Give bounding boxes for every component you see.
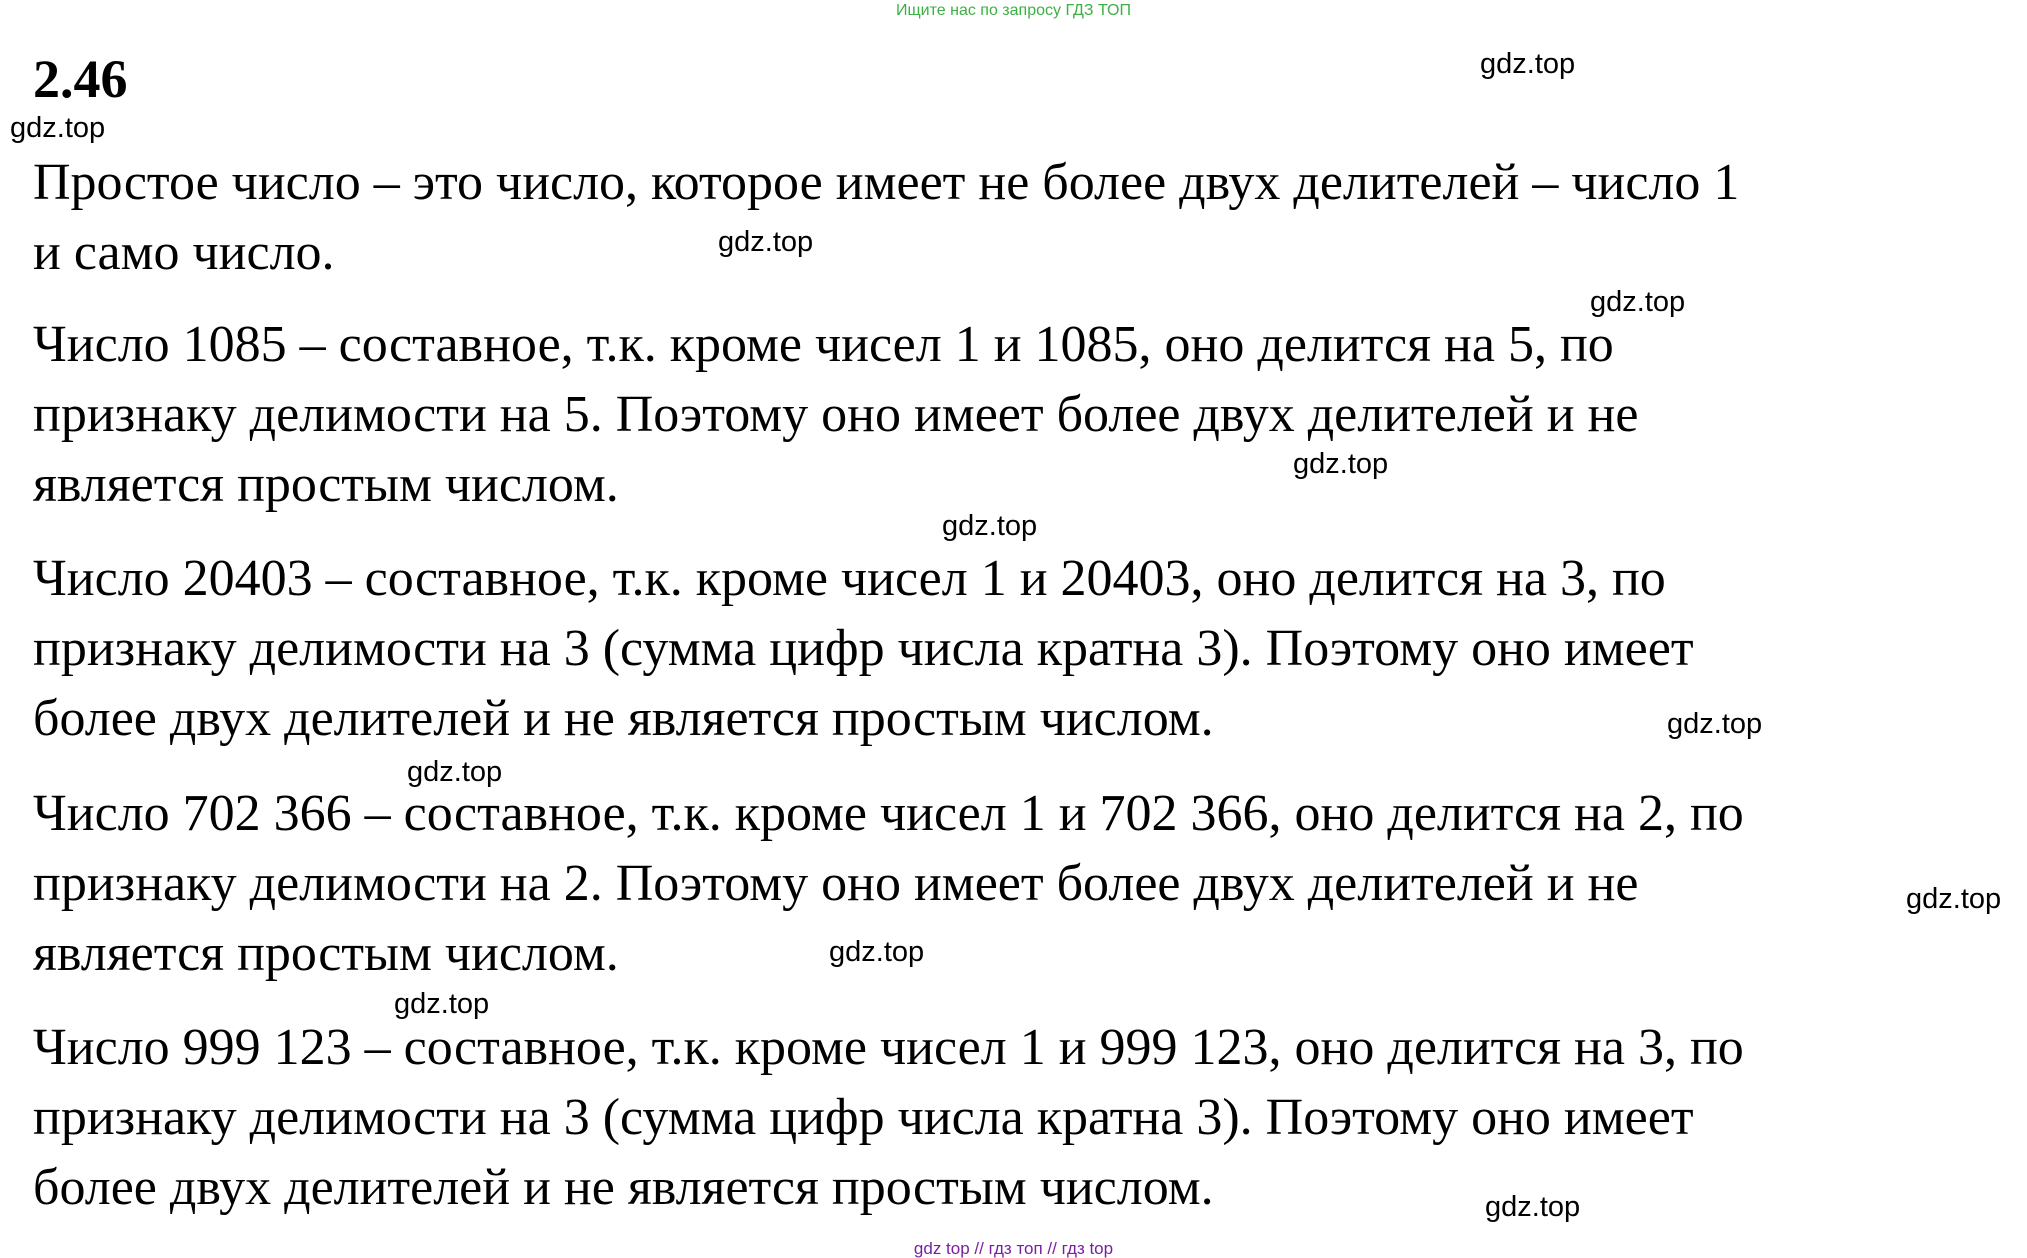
paragraph-line: признаку делимости на 3 (сумма цифр числа кратна 3). Поэтому оно имеет: [33, 620, 1694, 677]
paragraph-line: признаку делимости на 2. Поэтому оно имеет более двух делителей и не: [33, 855, 1639, 912]
paragraph-line: признаку делимости на 5. Поэтому оно имеет более двух делителей и не: [33, 386, 1639, 443]
watermark: gdz.top: [1906, 883, 2002, 915]
paragraph-1085: [33, 310, 1638, 520]
paragraph-line: является простым числом.: [33, 925, 619, 982]
top-banner[interactable]: Ищите нас по запросу ГДЗ ТОП: [896, 2, 1131, 19]
watermark: gdz.top: [1480, 48, 1576, 80]
paragraph-line: Число 20403 – составное, т.к. кроме чисел 1 и 20403, оно делится на 3, по: [33, 550, 1666, 607]
paragraph-20403: [33, 544, 1694, 754]
watermark: gdz.top: [407, 756, 503, 788]
watermark: gdz.top: [1293, 448, 1389, 480]
paragraph-line: Простое число – это число, которое имеет не более двух делителей – число 1: [33, 154, 1740, 211]
paragraph-line: признаку делимости на 3 (сумма цифр числа кратна 3). Поэтому оно имеет: [33, 1089, 1694, 1146]
paragraph-definition: [33, 148, 1739, 288]
paragraph-line: является простым числом.: [33, 456, 619, 513]
watermark: gdz.top: [10, 112, 106, 144]
watermark: gdz.top: [1485, 1191, 1581, 1223]
paragraph-line: более двух делителей и не является простым числом.: [33, 690, 1214, 747]
paragraph-line: Число 999 123 – составное, т.к. кроме чисел 1 и 999 123, оно делится на 3, по: [33, 1019, 1744, 1076]
watermark: gdz.top: [718, 226, 814, 258]
paragraph-line: более двух делителей и не является простым числом.: [33, 1159, 1214, 1216]
watermark: gdz.top: [942, 510, 1038, 542]
paragraph-line: Число 702 366 – составное, т.к. кроме чисел 1 и 702 366, оно делится на 2, по: [33, 785, 1744, 842]
watermark: gdz.top: [394, 988, 490, 1020]
watermark: gdz.top: [1590, 286, 1686, 318]
paragraph-line: и само число.: [33, 224, 335, 281]
exercise-number: 2.46: [33, 49, 128, 109]
paragraph-line: Число 1085 – составное, т.к. кроме чисел 1 и 1085, оно делится на 5, по: [33, 316, 1614, 373]
watermark: gdz.top: [1667, 708, 1763, 740]
watermark: gdz.top: [829, 936, 925, 968]
footer-links[interactable]: gdz top // гдз топ // гдз top: [913, 1239, 1114, 1258]
